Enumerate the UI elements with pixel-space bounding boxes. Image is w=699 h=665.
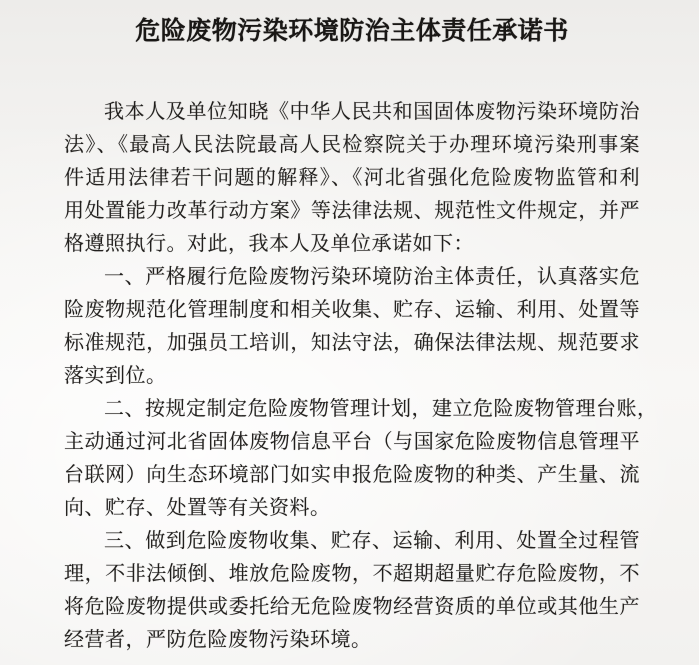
- document-title: 危险废物污染环境防治主体责任承诺书: [135, 18, 569, 45]
- text-line: 主动通过河北省固体废物信息平台（与国家危险废物信息管理平: [64, 431, 640, 453]
- text-line: 三、做到危险废物收集、贮存、运输、利用、处置全过程管: [104, 530, 640, 552]
- text-line: 台联网）向生态环境部门如实申报危险废物的种类、产生量、流: [64, 464, 640, 486]
- text-line: 标准规范，加强员工培训，知法守法，确保法律法规、规范要求: [64, 332, 640, 354]
- paragraph-intro: [64, 96, 640, 261]
- text-line: 险废物规范化管理制度和相关收集、贮存、运输、利用、处置等: [64, 299, 640, 321]
- paragraph-item-2: [64, 393, 658, 525]
- text-line: 将危险废物提供或委托给无危险废物经营资质的单位或其他生产: [64, 596, 640, 618]
- paragraph-item-3: [64, 525, 640, 657]
- text-line: 一、严格履行危险废物污染环境防治主体责任，认真落实危: [104, 266, 640, 288]
- text-line: 向、贮存、处置等有关资料。: [64, 497, 331, 519]
- text-line: 经营者，严防危险废物污染环境。: [64, 629, 372, 651]
- text-line: 格遵照执行。对此，我本人及单位承诺如下：: [64, 233, 474, 255]
- text-line: 法》、《最高人民法院最高人民检察院关于办理环境污染刑事案: [64, 134, 640, 156]
- paragraph-item-1: [64, 261, 640, 393]
- text-line: 理，不非法倾倒、堆放危险废物，不超期超量贮存危险废物，不: [64, 563, 640, 585]
- text-line: 件适用法律若干问题的解释》、《河北省强化危险废物监管和利: [64, 167, 640, 189]
- text-line: 我本人及单位知晓《中华人民共和国固体废物污染环境防治: [104, 101, 640, 123]
- text-line: 用处置能力改革行动方案》等法律法规、规范性文件规定，并严: [64, 200, 640, 222]
- text-line: 二、按规定制定危险废物管理计划，建立危险废物管理台账，: [104, 398, 658, 420]
- text-line: 落实到位。: [64, 365, 167, 387]
